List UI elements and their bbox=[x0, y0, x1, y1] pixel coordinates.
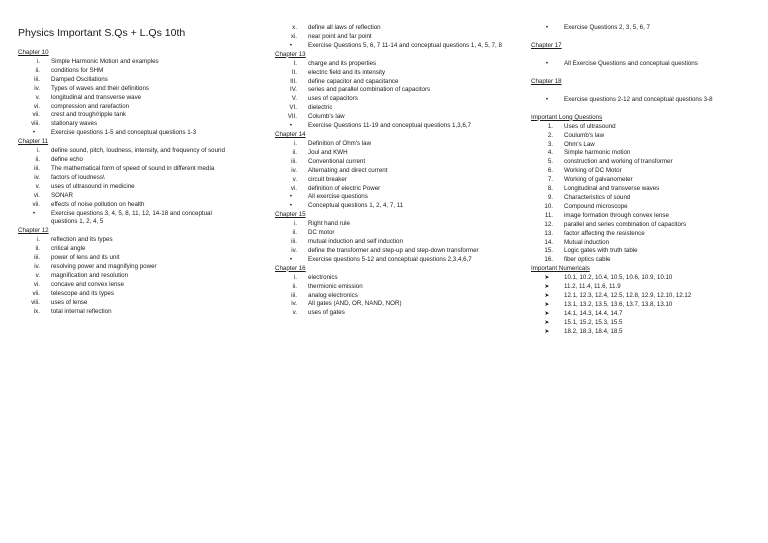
bullet-item bbox=[531, 274, 753, 283]
item-text: uses of lense bbox=[51, 298, 88, 306]
item-text: Columb's law bbox=[308, 113, 345, 121]
list-marker: 15. bbox=[544, 247, 553, 255]
list-marker: vi. bbox=[33, 102, 40, 110]
list-marker: ii. bbox=[35, 156, 40, 164]
list-marker: v. bbox=[292, 175, 297, 183]
list-item bbox=[275, 185, 503, 194]
bullet-icon: • bbox=[32, 129, 36, 137]
list-item bbox=[18, 281, 240, 290]
list-marker: 16. bbox=[544, 256, 553, 264]
list-item bbox=[531, 141, 753, 150]
item-text: define sound, pitch, loudness, intensity, and frequency of sound bbox=[51, 147, 225, 155]
list-item bbox=[275, 86, 503, 95]
section-heading: Chapter 12 bbox=[18, 227, 49, 235]
bullet-icon: • bbox=[289, 255, 293, 263]
bullet-item bbox=[531, 96, 753, 105]
bullet-icon: • bbox=[289, 193, 293, 201]
list-item bbox=[18, 58, 240, 67]
item-text: Mutual induction bbox=[564, 238, 610, 246]
arrow-bullet-icon: ➤ bbox=[544, 300, 550, 308]
bullet-icon: • bbox=[289, 122, 293, 130]
list-marker: ix. bbox=[33, 307, 40, 315]
bullet-item bbox=[531, 60, 753, 69]
item-text: Exercise Questions 11-19 and conceptual questions 1,3,6,7 bbox=[308, 122, 471, 130]
list-marker: ii. bbox=[292, 282, 297, 290]
item-text: Uses of ultrasound bbox=[564, 122, 616, 130]
item-text: define all laws of reflection bbox=[308, 24, 381, 31]
column-1 bbox=[18, 49, 240, 316]
spacer bbox=[531, 105, 753, 114]
arrow-bullet-icon: ➤ bbox=[544, 327, 550, 335]
item-text: All gates (AND, OR, NAND, NOR) bbox=[308, 300, 402, 308]
bullet-icon: • bbox=[545, 59, 549, 67]
item-text: Ohm's Law bbox=[564, 140, 595, 148]
list-marker: vi. bbox=[290, 184, 297, 192]
list-item bbox=[275, 283, 503, 292]
list-item bbox=[531, 132, 753, 141]
item-text: power of lens and its unit bbox=[51, 254, 120, 262]
list-marker: 11. bbox=[544, 211, 553, 219]
list-item bbox=[18, 192, 240, 201]
item-text: charge and its properties bbox=[308, 59, 377, 67]
list-item bbox=[275, 33, 503, 42]
item-text: critical angle bbox=[51, 245, 86, 253]
list-marker: vi. bbox=[33, 191, 40, 199]
list-marker: iv. bbox=[34, 263, 40, 271]
bullet-item bbox=[531, 319, 753, 328]
item-text: Joul and KWH bbox=[308, 148, 348, 156]
list-item bbox=[275, 176, 503, 185]
list-item bbox=[18, 299, 240, 308]
list-marker: 8. bbox=[547, 185, 553, 193]
list-item bbox=[18, 156, 240, 165]
item-text: All exercise questions bbox=[308, 193, 368, 201]
item-text: define capacitor and capacitance bbox=[308, 77, 399, 85]
item-text: Exercise questions 2-12 and conceptual questions 3-8 bbox=[564, 95, 713, 103]
list-marker: x. bbox=[292, 24, 297, 31]
list-item bbox=[531, 149, 753, 158]
list-item bbox=[275, 300, 503, 309]
bullet-item bbox=[531, 24, 753, 33]
list-marker: iv. bbox=[34, 84, 40, 92]
section-heading: Chapter 10 bbox=[18, 49, 49, 56]
section-heading: Chapter 15 bbox=[275, 211, 306, 219]
list-marker: v. bbox=[35, 93, 40, 101]
list-marker: i. bbox=[293, 220, 297, 228]
item-text: resolving power and magnifying power bbox=[51, 263, 157, 271]
list-item bbox=[18, 183, 240, 192]
arrow-bullet-icon: ➤ bbox=[544, 318, 550, 326]
item-text: uses of capacitors bbox=[308, 95, 358, 103]
item-text: longitudinal and transverse wave bbox=[51, 93, 142, 101]
list-item bbox=[18, 174, 240, 183]
spacer bbox=[531, 33, 753, 42]
bullet-item bbox=[18, 129, 240, 138]
list-item bbox=[18, 236, 240, 245]
bullet-item bbox=[275, 256, 503, 265]
list-item bbox=[18, 308, 240, 317]
list-item bbox=[275, 60, 503, 69]
list-marker: I. bbox=[293, 59, 297, 67]
section-heading: Important Long Questions bbox=[531, 113, 603, 121]
item-text: magnification and resolution bbox=[51, 271, 129, 279]
item-text: parallel and series combination of capacitors bbox=[564, 220, 687, 228]
item-text: SONAR bbox=[51, 191, 74, 199]
list-item bbox=[275, 149, 503, 158]
bullet-icon: • bbox=[289, 41, 293, 49]
list-item bbox=[18, 245, 240, 254]
item-text: Types of waves and their definitions bbox=[51, 84, 150, 92]
item-text: definition of electric Power bbox=[308, 184, 381, 192]
item-text: Exercise questions 1-5 and conceptual questions 1-3 bbox=[51, 129, 197, 137]
item-text: dielectric bbox=[308, 104, 333, 112]
list-marker: 5. bbox=[547, 158, 553, 166]
item-text: DC motor bbox=[308, 229, 335, 237]
list-marker: 4. bbox=[547, 149, 553, 157]
list-item bbox=[275, 220, 503, 229]
item-text: Right hand rule bbox=[308, 220, 350, 228]
item-text: compression and rarefaction bbox=[51, 102, 130, 110]
bullet-item bbox=[531, 292, 753, 301]
list-marker: i. bbox=[36, 147, 40, 155]
list-item bbox=[18, 85, 240, 94]
list-marker: v. bbox=[35, 271, 40, 279]
item-text: analog electronics bbox=[308, 291, 358, 299]
list-marker: vi. bbox=[33, 280, 40, 288]
bullet-item bbox=[275, 202, 503, 211]
list-marker: II. bbox=[291, 68, 297, 76]
item-text: Exercise questions 3, 4, 5, 8, 11, 12, 14-18 and conceptual questions 1, 2, 4, 5 bbox=[51, 209, 212, 226]
list-marker: v. bbox=[292, 309, 297, 317]
list-marker: xi. bbox=[290, 32, 297, 40]
list-item bbox=[18, 94, 240, 103]
list-item bbox=[275, 158, 503, 167]
list-item bbox=[275, 140, 503, 149]
item-text: 11.2, 11.4, 11.6, 11.9 bbox=[564, 283, 621, 291]
item-text: concave and convex lense bbox=[51, 280, 124, 288]
item-text: 18.2, 18.3, 18.4, 18.5 bbox=[564, 327, 623, 335]
list-item bbox=[531, 123, 753, 132]
list-item bbox=[531, 239, 753, 248]
bullet-icon: • bbox=[545, 95, 549, 103]
item-text: Coulumb's law bbox=[564, 131, 605, 139]
list-marker: iii. bbox=[291, 157, 297, 165]
bullet-icon: • bbox=[545, 24, 549, 31]
page-title: Physics Important S.Qs + L.Qs 10th bbox=[18, 27, 186, 39]
list-item bbox=[531, 230, 753, 239]
list-marker: i. bbox=[36, 58, 40, 65]
item-text: 10.1, 10.2, 10.4, 10.5, 10.6, 10.9, 10.10 bbox=[564, 274, 673, 282]
item-text: Exercise Questions 5, 6, 7 11-14 and conceptual questions 1, 4, 5, 7, 8 bbox=[308, 41, 502, 49]
item-text: reflection and its types bbox=[51, 236, 113, 244]
item-text: uses of ultrasound in medicine bbox=[51, 182, 135, 190]
item-text: total internal reflection bbox=[51, 307, 112, 315]
section-heading: Chapter 18 bbox=[531, 77, 562, 85]
item-text: Working of galvanometer bbox=[564, 176, 633, 184]
list-item bbox=[275, 104, 503, 113]
list-item bbox=[531, 167, 753, 176]
bullet-item bbox=[275, 42, 503, 51]
section-heading: Chapter 11 bbox=[18, 138, 49, 146]
item-text: image formation through convex lense bbox=[564, 211, 669, 219]
section-heading: Chapter 14 bbox=[275, 130, 306, 138]
list-item bbox=[18, 290, 240, 299]
list-marker: iii. bbox=[34, 75, 40, 83]
arrow-bullet-icon: ➤ bbox=[544, 309, 550, 317]
item-text: thermionic emission bbox=[308, 282, 363, 290]
list-marker: viii. bbox=[31, 120, 40, 128]
column-3 bbox=[531, 24, 753, 337]
arrow-bullet-icon: ➤ bbox=[544, 283, 550, 291]
list-item bbox=[18, 103, 240, 112]
list-marker: iii. bbox=[34, 254, 40, 262]
item-text: uses of gates bbox=[308, 309, 345, 317]
list-item bbox=[18, 120, 240, 129]
list-item bbox=[275, 309, 503, 318]
list-item bbox=[531, 194, 753, 203]
list-marker: 1. bbox=[547, 122, 553, 130]
list-item bbox=[18, 254, 240, 263]
list-item bbox=[275, 274, 503, 283]
list-marker: 2. bbox=[547, 131, 553, 139]
list-marker: i. bbox=[293, 139, 297, 147]
list-item bbox=[275, 69, 503, 78]
list-marker: V. bbox=[291, 95, 297, 103]
list-marker: iii. bbox=[291, 238, 297, 246]
list-marker: 14. bbox=[544, 238, 553, 246]
bullet-icon: • bbox=[289, 202, 293, 210]
item-text: Definition of Ohm's law bbox=[308, 139, 372, 147]
list-marker: 7. bbox=[547, 176, 553, 184]
item-text: Characteristics of sound bbox=[564, 193, 631, 201]
item-text: 13.1, 13.2, 13.5, 13.6, 13.7, 13.8, 13.10 bbox=[564, 300, 673, 308]
item-text: fiber optics cable bbox=[564, 256, 611, 264]
item-text: series and parallel combination of capacitors bbox=[308, 86, 431, 94]
item-text: conditions for SHM bbox=[51, 66, 104, 74]
bullet-item bbox=[18, 210, 240, 228]
list-item bbox=[18, 147, 240, 156]
list-marker: vii. bbox=[32, 111, 40, 119]
list-marker: 10. bbox=[544, 202, 553, 210]
item-text: near point and far point bbox=[308, 32, 372, 40]
list-item bbox=[18, 201, 240, 210]
spacer bbox=[531, 51, 753, 60]
item-text: 14.1, 14.3, 14.4, 14.7 bbox=[564, 309, 623, 317]
item-text: Exercise questions 5-12 and conceptual questions 2,3,4,6,7 bbox=[308, 255, 472, 263]
spacer bbox=[531, 87, 753, 96]
item-text: electronics bbox=[308, 273, 338, 281]
list-item bbox=[275, 113, 503, 122]
bullet-item bbox=[531, 301, 753, 310]
list-item bbox=[275, 78, 503, 87]
item-text: circuit breaker bbox=[308, 175, 347, 183]
list-marker: 13. bbox=[544, 229, 553, 237]
item-text: Simple Harmonic Motion and examples bbox=[51, 58, 159, 65]
spacer bbox=[531, 69, 753, 78]
list-item bbox=[18, 111, 240, 120]
item-text: electric field and its intensity bbox=[308, 68, 386, 76]
list-marker: vii. bbox=[32, 200, 40, 208]
item-text: 12.1, 12.3, 12.4, 12.5, 12.8, 12.9, 12.10, 12.12 bbox=[564, 292, 692, 300]
item-text: 15.1, 15.2, 15.3, 15.5 bbox=[564, 318, 623, 326]
bullet-item bbox=[531, 310, 753, 319]
item-text: factors of loudness\ bbox=[51, 173, 105, 181]
item-text: Compound microscope bbox=[564, 202, 628, 210]
list-marker: iv. bbox=[291, 166, 297, 174]
list-marker: iv. bbox=[291, 246, 297, 254]
item-text: Conventional current bbox=[308, 157, 366, 165]
list-item bbox=[275, 238, 503, 247]
list-item bbox=[275, 167, 503, 176]
list-marker: 9. bbox=[547, 193, 553, 201]
list-marker: 3. bbox=[547, 140, 553, 148]
item-text: telescope and its types bbox=[51, 289, 114, 297]
arrow-bullet-icon: ➤ bbox=[544, 292, 550, 300]
item-text: effects of noise pollution on health bbox=[51, 200, 145, 208]
section-heading: Chapter 17 bbox=[531, 41, 562, 49]
section-heading: Important Numericals bbox=[531, 265, 590, 273]
list-item bbox=[531, 247, 753, 256]
list-marker: i. bbox=[293, 273, 297, 281]
item-text: Logic gates with truth table bbox=[564, 247, 638, 255]
list-item bbox=[275, 229, 503, 238]
list-marker: ii. bbox=[35, 66, 40, 74]
list-item bbox=[531, 176, 753, 185]
list-marker: iii. bbox=[291, 291, 297, 299]
item-text: stationary waves bbox=[51, 120, 98, 128]
list-marker: ii. bbox=[292, 148, 297, 156]
item-text: mutual induction and self induction bbox=[308, 238, 403, 246]
list-marker: iii. bbox=[34, 164, 40, 172]
item-text: construction and working of transformer bbox=[564, 158, 673, 166]
list-item bbox=[18, 272, 240, 281]
item-text: The mathematical form of speed of sound in different media bbox=[51, 164, 215, 172]
item-text: define the transformer and step-up and step-down transformer bbox=[308, 246, 479, 254]
list-marker: viii. bbox=[31, 298, 40, 306]
section-heading: Chapter 13 bbox=[275, 50, 306, 58]
list-item bbox=[275, 24, 503, 33]
bullet-item bbox=[531, 328, 753, 337]
list-marker: VII. bbox=[287, 113, 297, 121]
list-marker: vii. bbox=[32, 289, 40, 297]
list-item bbox=[531, 256, 753, 265]
item-text: Conceptual questions 1, 2, 4, 7, 11 bbox=[308, 202, 404, 210]
arrow-bullet-icon: ➤ bbox=[544, 274, 550, 282]
item-text: Alternating and direct current bbox=[308, 166, 388, 174]
list-item bbox=[531, 221, 753, 230]
item-text: Longitudinal and transverse waves bbox=[564, 185, 660, 193]
item-text: crest and trough/ripple tank bbox=[51, 111, 126, 119]
list-marker: 12. bbox=[544, 220, 553, 228]
list-item bbox=[18, 165, 240, 174]
bullet-item bbox=[531, 283, 753, 292]
list-item bbox=[531, 158, 753, 167]
list-item bbox=[275, 292, 503, 301]
list-marker: VI. bbox=[289, 104, 297, 112]
list-item bbox=[531, 185, 753, 194]
item-text: factor affecting the resistence bbox=[564, 229, 645, 237]
list-marker: III. bbox=[290, 77, 297, 85]
bullet-item bbox=[275, 193, 503, 202]
list-marker: v. bbox=[35, 182, 40, 190]
list-marker: i. bbox=[36, 236, 40, 244]
column-2 bbox=[275, 24, 503, 318]
item-text: define echo bbox=[51, 156, 83, 164]
list-item bbox=[18, 67, 240, 76]
list-item bbox=[531, 203, 753, 212]
list-marker: iv. bbox=[34, 173, 40, 181]
item-text: Exercise Questions 2, 3, 5, 6, 7 bbox=[564, 24, 650, 31]
list-item bbox=[275, 95, 503, 104]
section-heading: Chapter 16 bbox=[275, 264, 306, 272]
list-marker: iv. bbox=[291, 300, 297, 308]
bullet-icon: • bbox=[32, 209, 36, 217]
list-item bbox=[18, 263, 240, 272]
bullet-item bbox=[275, 122, 503, 131]
list-item bbox=[18, 76, 240, 85]
list-marker: IV. bbox=[290, 86, 297, 94]
item-text: Simple harmonic motion bbox=[564, 149, 631, 157]
list-item bbox=[531, 212, 753, 221]
list-item bbox=[275, 247, 503, 256]
list-marker: ii. bbox=[35, 245, 40, 253]
list-marker: 6. bbox=[547, 167, 553, 175]
item-text: All Exercise Questions and conceptual questions bbox=[564, 59, 698, 67]
item-text: Working of DC Motor bbox=[564, 167, 622, 175]
list-marker: ii. bbox=[292, 229, 297, 237]
item-text: Damped Oscillations bbox=[51, 75, 108, 83]
